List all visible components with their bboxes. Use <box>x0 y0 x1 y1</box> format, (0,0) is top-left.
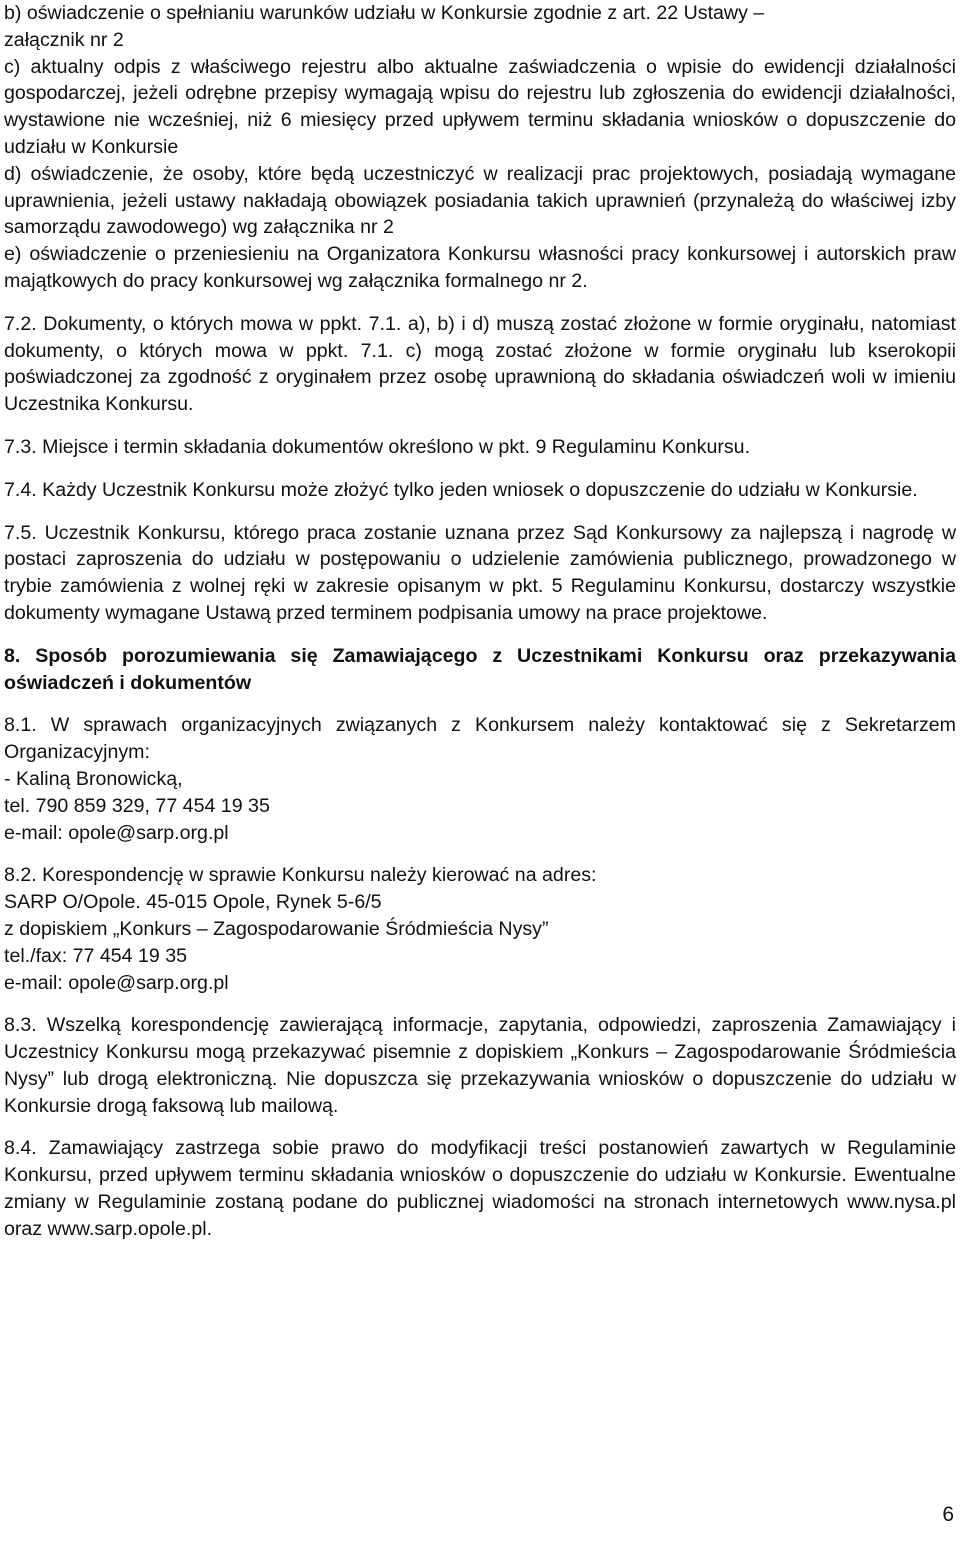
contact-email: e-mail: opole@sarp.org.pl <box>4 821 229 844</box>
item-b: b) oświadczenie o spełnianiu warunków udziału w Konkursie zgodnie z art. 22 Ustawy – <box>4 2 765 24</box>
contact-name: - Kaliną Bronowicką, <box>4 767 183 790</box>
document-page <box>4 0 956 1243</box>
correspondence-fax: tel./fax: 77 454 19 35 <box>4 944 188 967</box>
correspondence-email: e-mail: opole@sarp.org.pl <box>4 971 229 994</box>
item-e: e) oświadczenie o przeniesieniu na Organizatora Konkursu własności pracy konkursowej i autorskich praw majątkowych do pracy konkursowej wg załącznika formalnego nr 2. <box>4 243 956 292</box>
paragraph-8-4: 8.4. Zamawiający zastrzega sobie prawo do modyfikacji treści postanowień zawartych w Regulaminie Konkursu, przed upływem terminu składania wniosków o dopuszczenie do udziału w Konkursie. Ewentualne zmiany w Regulaminie zostaną podane do publicznej wiadomości na stronach internetowych www.nysa.pl oraz www.sarp.opole.pl. <box>4 1137 956 1240</box>
item-d: d) oświadczenie, że osoby, które będą uczestniczyć w realizacji prac projektowych, posiadają wymagane uprawnienia, jeżeli ustawy nakładają obowiązek posiadania takich uprawnień (przynależą do właściwej izby samorządu zawodowego) wg załącznika nr 2 <box>4 162 956 239</box>
paragraph-7-2: 7.2. Dokumenty, o których mowa w ppkt. 7.1. a), b) i d) muszą zostać złożone w formie oryginału, natomiast dokumenty, o których mowa w ppkt. 7.1. c) mogą zostać złożone w formie oryginału lub kserokopii poświadczonej za zgodność z oryginałem przez osobę uprawnioną do składania oświadczeń woli w imieniu Uczestnika Konkursu. <box>4 312 956 416</box>
paragraph-7-3: 7.3. Miejsce i termin składania dokumentów określono w pkt. 9 Regulaminu Konkursu. <box>4 435 751 458</box>
contact-phone: tel. 790 859 329, 77 454 19 35 <box>4 794 270 817</box>
item-b-continuation: załącznik nr 2 <box>4 28 124 51</box>
paragraph-7-5: 7.5. Uczestnik Konkursu, którego praca zostanie uznana przez Sąd Konkursowy za najlepszą i nagrodę w postaci zaproszenia do udziału w postępowaniu o udzielenie zamówienia publicznego, prowadzonego w trybie zamówienia z wolnej ręki w zakresie opisanym w pkt. 5 Regulaminu Konkursu, dostarczy wszystkie dokumenty wymagane Ustawą przed terminem podpisania umowy na prace projektowe. <box>4 521 956 624</box>
correspondence-address: SARP O/Opole. 45-015 Opole, Rynek 5-6/5 <box>4 891 382 914</box>
item-c: c) aktualny odpis z właściwego rejestru albo aktualne zaświadczenia o wpisie do ewidencji działalności gospodarczej, jeżeli odrębne przepisy wymagają wpisu do rejestru lub zgłoszenia do ewidencji działalności, wystawione nie wcześniej, niż 6 miesięcy przed upływem terminu składania wniosków o dopuszczenie do udziału w Konkursie <box>4 55 956 158</box>
paragraph-7-4: 7.4. Każdy Uczestnik Konkursu może złożyć tylko jeden wniosek o dopuszczenie do udziału w Konkursie. <box>4 478 918 501</box>
paragraph-8-2: 8.2. Korespondencję w sprawie Konkursu należy kierować na adres: <box>4 864 597 887</box>
section-heading-8: 8. Sposób porozumiewania się Zamawiającego z Uczestnikami Konkursu oraz przekazywania oświadczeń i dokumentów <box>4 644 956 694</box>
paragraph-8-1: 8.1. W sprawach organizacyjnych związanych z Konkursem należy kontaktować się z Sekretarzem Organizacyjnym: <box>4 714 956 764</box>
page-number: 6 <box>942 1503 954 1526</box>
paragraph-8-3: 8.3. Wszelką korespondencję zawierającą informacje, zapytania, odpowiedzi, zaproszenia Zamawiający i Uczestnicy Konkursu mogą przekazywać pisemnie z dopiskiem „Konkurs – Zagospodarowanie Śródmieścia Nysy” lub drogą elektroniczną. Nie dopuszcza się przekazywania wniosków o dopuszczenie do udziału w Konkursie drogą faksową lub mailową. <box>4 1014 956 1117</box>
correspondence-note: z dopiskiem „Konkurs – Zagospodarowanie Śródmieścia Nysy” <box>4 917 549 940</box>
